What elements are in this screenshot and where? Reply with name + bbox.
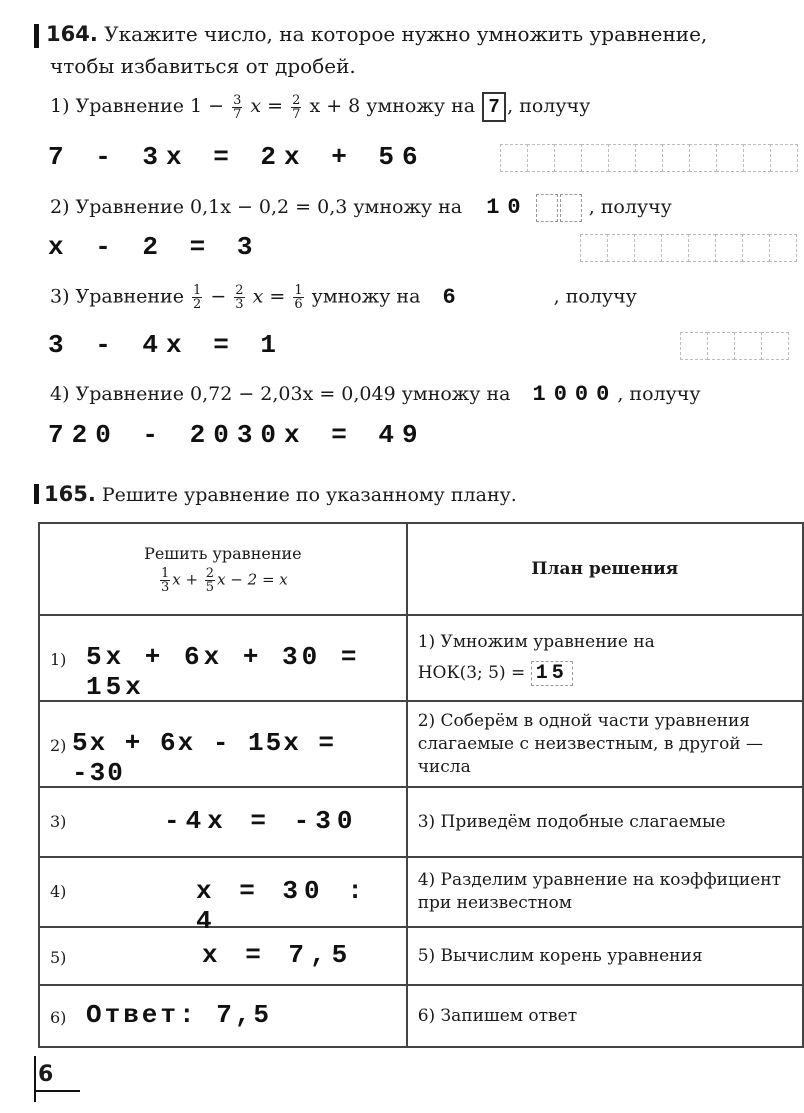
header-equation: $\frac{1}{3}$ x + $\frac{2}{5}$ x − 2 = x: [160, 566, 288, 595]
row1-left: [39, 615, 407, 701]
item4-label: 4) Уравнение 0,72 − 2,03x = 0,049 умножу на: [50, 383, 511, 405]
item3-label: 3) Уравнение: [50, 285, 184, 308]
row6-work[interactable]: Ответ: 7,5: [86, 1000, 273, 1030]
item1-answer-cells: [500, 144, 797, 172]
item1-suffix: , получу: [507, 95, 591, 117]
item1-answer[interactable]: 7 - 3x = 2x + 56: [48, 142, 426, 172]
ex164-item-1: [50, 92, 590, 122]
header-left-cell: [39, 523, 407, 615]
row6-left: [39, 985, 407, 1047]
item1-factor-box[interactable]: 7: [482, 92, 506, 122]
item2-answer-cells: [580, 234, 796, 262]
item3-frac2: $\frac{2}{3}$: [235, 283, 244, 312]
row4-plan: 4) Разделим уравнение на коэффициент при неизвестном: [407, 857, 803, 927]
ex164-title-line2: чтобы избавиться от дробей.: [50, 54, 356, 78]
ex164-number: 164.: [46, 22, 98, 46]
item4-factor[interactable]: 1000: [532, 382, 618, 407]
ex164-item-4: [50, 382, 701, 407]
header-right-cell: [407, 523, 803, 615]
row5-plan: 5) Вычислим корень уравнения: [407, 927, 803, 985]
item3-answer[interactable]: 3 - 4x = 1: [48, 330, 285, 360]
margin-bar-164: [34, 24, 39, 48]
ex165-title-text: Решите уравнение по указанному плану.: [101, 484, 517, 506]
header-left-title: Решить уравнение: [144, 544, 302, 563]
item2-factor[interactable]: 10: [486, 195, 529, 220]
item4-suffix: , получу: [617, 383, 701, 405]
row2-work[interactable]: 5x + 6x - 15x = -30: [72, 728, 337, 788]
item4-answer[interactable]: 720 - 2030x = 49: [48, 420, 426, 450]
item1-frac2: $\frac{2}{7}$: [292, 92, 301, 122]
item1-label: 1) Уравнение 1 −: [50, 95, 225, 117]
item1-frac1: $\frac{3}{7}$: [233, 92, 242, 122]
row4-num: 4): [50, 882, 67, 901]
row5-num: 5): [50, 948, 67, 967]
item3-frac1: $\frac{1}{2}$: [192, 283, 202, 312]
row1-num: 1): [50, 650, 67, 669]
ex164-item-2: [50, 194, 672, 222]
margin-bar-165: [34, 484, 39, 504]
row3-plan: 3) Приведём подобные слагаемые: [407, 787, 803, 857]
plan-table: [38, 522, 804, 1048]
row3-left: [39, 787, 407, 857]
row1-plan: [407, 615, 803, 701]
row3-work[interactable]: -4x = -30: [164, 806, 359, 836]
row1-plan-line2-wrap: [418, 662, 792, 685]
item3-suffix: , получу: [553, 285, 637, 308]
row3-num: 3): [50, 812, 67, 831]
item1-tail: x + 8 умножу на: [309, 95, 476, 117]
row1-work[interactable]: 5x + 6x + 30 = 15x: [86, 642, 361, 702]
row2-plan: 2) Соберём в одной части уравнения слагаемые с неизвестным, в другой — числа: [407, 701, 803, 787]
item3-mid2: x =: [252, 285, 286, 308]
row6-plan: 6) Запишем ответ: [407, 985, 803, 1047]
row5-left: [39, 927, 407, 985]
ex165-title: [44, 482, 517, 506]
row6-num: 6): [50, 1008, 67, 1027]
row4-left: [39, 857, 407, 936]
item2-answer[interactable]: x - 2 = 3: [48, 232, 261, 262]
item3-answer-cells: [680, 332, 788, 360]
item3-mid: −: [210, 285, 227, 308]
page-number: 6: [38, 1062, 54, 1087]
item3-frac3: $\frac{1}{6}$: [294, 283, 303, 312]
page-number-bar: [34, 1056, 36, 1102]
item3-factor[interactable]: 6: [442, 284, 464, 310]
item3-tail: умножу на: [311, 285, 421, 308]
row1-plan-line1: 1) Умножим уравнение на: [417, 632, 655, 652]
header-right: План решения: [531, 558, 679, 579]
ex165-number: 165.: [44, 482, 96, 506]
row2-num: 2): [50, 736, 67, 755]
ex164-title: [46, 22, 707, 46]
item2-label: 2) Уравнение 0,1x − 0,2 = 0,3 умножу на: [50, 196, 463, 218]
row4-work[interactable]: x = 30 : 4: [196, 876, 369, 936]
page-number-underline: [34, 1090, 80, 1092]
ex164-title-line1: Укажите число, на которое нужно умножить уравнение,: [104, 22, 708, 46]
ex164-item-3: [50, 284, 637, 311]
item2-suffix: , получу: [588, 196, 672, 218]
row1-plan-line2: НОК(3; 5) =: [417, 663, 526, 683]
row2-left: [39, 701, 407, 787]
row1-plan-value[interactable]: 15: [531, 661, 573, 686]
row5-work[interactable]: x = 7,5: [202, 940, 354, 970]
item1-mid: x =: [250, 95, 284, 117]
